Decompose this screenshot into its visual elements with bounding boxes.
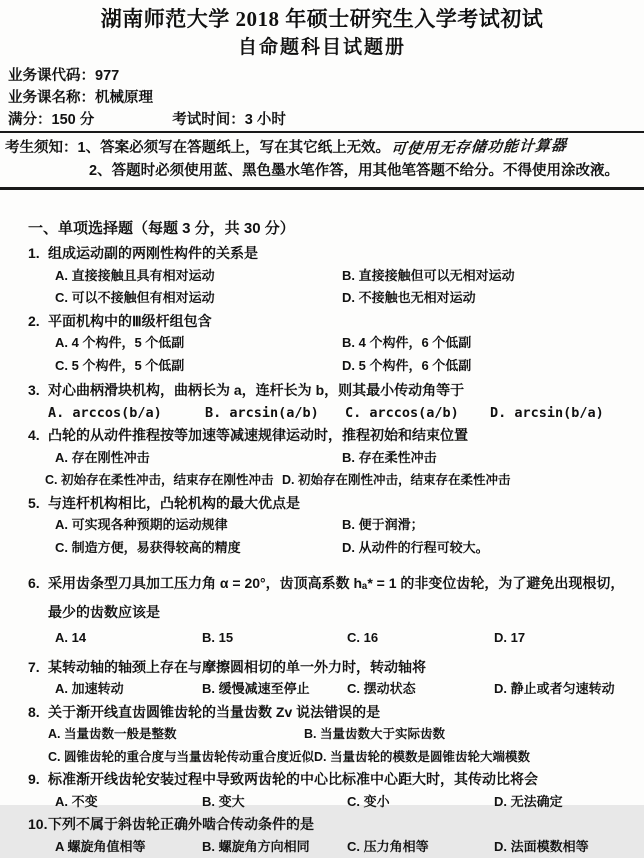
question-4-options-row-1 (0, 447, 644, 470)
option-a: A. 存在刚性冲击 (55, 447, 342, 470)
option-c: C. 摆动状态 (347, 678, 494, 701)
option-b: B. 4 个构件，6 个低副 (342, 332, 471, 355)
option-d: D. 从动件的行程可较大。 (342, 537, 489, 560)
question-number: 5. (28, 492, 48, 515)
notice-line-1 (5, 136, 638, 160)
page-subtitle: 自命题科目试题册 (0, 35, 644, 61)
course-name-row (8, 87, 644, 109)
option-d: D. 初始存在刚性冲击，结束存在柔性冲击 (282, 469, 510, 492)
option-a: A. arccos(b/a) (48, 402, 205, 425)
question-10 (0, 813, 644, 858)
question-number: 2. (28, 310, 48, 333)
option-d: D. 静止或者匀速转动 (494, 678, 615, 701)
option-a: A. 4 个构件，5 个低副 (55, 332, 342, 355)
question-text: 组成运动副的两刚性构件的关系是 (48, 242, 272, 265)
notice-item-1: 1、答案必须写在答题纸上，写在其它纸上无效。 (78, 140, 391, 156)
full-score: 满分：150 分 (8, 112, 94, 128)
question-number: 9. (28, 768, 48, 791)
question-8-options-row-2 (0, 746, 644, 769)
option-d: D. 17 (494, 627, 525, 650)
option-a: A 螺旋角值相等 (55, 836, 202, 858)
score-time-row (8, 109, 644, 131)
option-b: B. 存在柔性冲击 (342, 447, 437, 470)
question-text: 某转动轴的轴颈上存在与摩擦圆相切的单一外力时，转动轴将 (48, 656, 440, 679)
question-10-options-row (0, 836, 644, 858)
course-name-label: 业务课名称： (8, 90, 95, 106)
option-d: D. arcsin(b/a) (490, 402, 604, 425)
question-7-options-row (0, 678, 644, 701)
option-b: B. 变大 (202, 791, 347, 814)
question-text: 平面机构中的Ⅲ级杆组包含 (48, 310, 226, 333)
question-9 (0, 768, 644, 813)
question-text: 凸轮的从动件推程按等加速等减速规律运动时，推程初始和结束位置 (48, 424, 482, 447)
option-c: C. 16 (347, 627, 494, 650)
question-4-stem (0, 424, 644, 447)
exam-meta (0, 65, 644, 131)
option-c: C. 制造方便，易获得较高的精度 (55, 537, 342, 560)
question-7-stem (0, 656, 644, 679)
question-3-options-row (0, 402, 644, 425)
question-1-options-row-2 (0, 287, 644, 310)
question-number: 1. (28, 242, 48, 265)
option-a: A. 加速转动 (55, 678, 202, 701)
option-c: C. 圆锥齿轮的重合度与当量齿轮传动重合度近似 (48, 746, 314, 769)
option-c: C. 变小 (347, 791, 494, 814)
question-6-stem (0, 569, 644, 627)
question-2 (0, 310, 644, 378)
question-3-stem (0, 379, 644, 402)
question-text: 标准渐开线齿轮安装过程中导致两齿轮的中心比标准中心距大时，其传动比将会 (48, 768, 552, 791)
question-4-options-row-2 (0, 469, 644, 492)
question-10-stem (0, 813, 644, 836)
question-1-stem (0, 242, 644, 265)
question-7 (0, 656, 644, 701)
question-1-options-row-1 (0, 265, 644, 288)
option-d: D. 法面模数相等 (494, 836, 589, 858)
course-code-label: 业务课代码： (8, 68, 95, 84)
question-text: 对心曲柄滑块机构，曲柄长为 a，连杆长为 b，则其最小传动角等于 (48, 379, 478, 402)
question-text: 与连杆机构相比，凸轮机构的最大优点是 (48, 492, 314, 515)
question-number: 10. (28, 813, 48, 836)
exam-time: 考试时间：3 小时 (172, 112, 286, 128)
option-a: A. 可实现各种预期的运动规律 (55, 514, 342, 537)
question-5-options-row-2 (0, 537, 644, 560)
option-c: C. 可以不接触但有相对运动 (55, 287, 342, 310)
question-1 (0, 242, 644, 310)
question-2-stem (0, 310, 644, 333)
question-9-options-row (0, 791, 644, 814)
question-2-options-row-1 (0, 332, 644, 355)
course-code-row (8, 65, 644, 87)
notice-item-2: 2、答题时必须使用蓝、黑色墨水笔作答，用其他笔答题不给分。不得使用涂改液。 (5, 160, 638, 183)
question-6 (0, 569, 644, 650)
question-4 (0, 424, 644, 492)
option-b: B. 15 (202, 627, 347, 650)
option-b: B. 直接接触但可以无相对运动 (342, 265, 515, 288)
option-b: B. 当量齿数大于实际齿数 (304, 723, 445, 746)
option-d: D. 当量齿轮的模数是圆锥齿轮大端模数 (314, 746, 530, 769)
option-a: A. 直接接触且具有相对运动 (55, 265, 342, 288)
option-a: A. 不变 (55, 791, 202, 814)
question-6-options-row (0, 627, 644, 650)
question-8-options-row-1 (0, 723, 644, 746)
question-number: 8. (28, 701, 48, 724)
course-name-value: 机械原理 (95, 90, 153, 106)
question-9-stem (0, 768, 644, 791)
option-d: D. 不接触也无相对运动 (342, 287, 476, 310)
question-8 (0, 701, 644, 769)
question-text: 下列不属于斜齿轮正确外啮合传动条件的是 (48, 813, 328, 836)
course-code-value: 977 (95, 68, 119, 84)
option-a: A. 14 (55, 627, 202, 650)
question-number: 6. (28, 569, 48, 627)
option-d: D. 无法确定 (494, 791, 563, 814)
divider-bottom (0, 187, 644, 190)
option-c: C. 压力角相等 (347, 836, 494, 858)
option-b: B. 螺旋角方向相同 (202, 836, 347, 858)
question-3 (0, 379, 644, 424)
option-b: B. 缓慢减速至停止 (202, 678, 347, 701)
candidate-notice (0, 133, 644, 187)
question-5 (0, 492, 644, 560)
page-title: 湖南师范大学 2018 年硕士研究生入学考试初试 (0, 5, 644, 33)
question-5-stem (0, 492, 644, 515)
option-a: A. 当量齿数一般是整数 (48, 723, 304, 746)
section-title: 一、单项选择题（每题 3 分，共 30 分） (28, 218, 644, 240)
question-number: 4. (28, 424, 48, 447)
question-number: 7. (28, 656, 48, 679)
option-b: B. 便于润滑； (342, 514, 424, 537)
question-8-stem (0, 701, 644, 724)
option-c: C. arccos(a/b) (345, 402, 490, 425)
question-5-options-row-1 (0, 514, 644, 537)
question-text: 采用齿条型刀具加工压力角 α = 20°，齿顶高系数 hₐ* = 1 的非变位齿轮，为了避免出现根切，最少的齿数应该是 (48, 569, 644, 627)
question-number: 3. (28, 379, 48, 402)
option-d: D. 5 个构件，6 个低副 (342, 355, 471, 378)
option-b: B. arcsin(a/b) (205, 402, 345, 425)
option-c: C. 初始存在柔性冲击，结束存在刚性冲击 (45, 469, 282, 492)
notice-label: 考生须知： (5, 140, 78, 156)
question-2-options-row-2 (0, 355, 644, 378)
option-c: C. 5 个构件，5 个低副 (55, 355, 342, 378)
handwritten-note: 可使用无存储功能计算器 (390, 134, 568, 161)
question-text: 关于渐开线直齿圆锥齿轮的当量齿数 Zv 说法错误的是 (48, 701, 394, 724)
